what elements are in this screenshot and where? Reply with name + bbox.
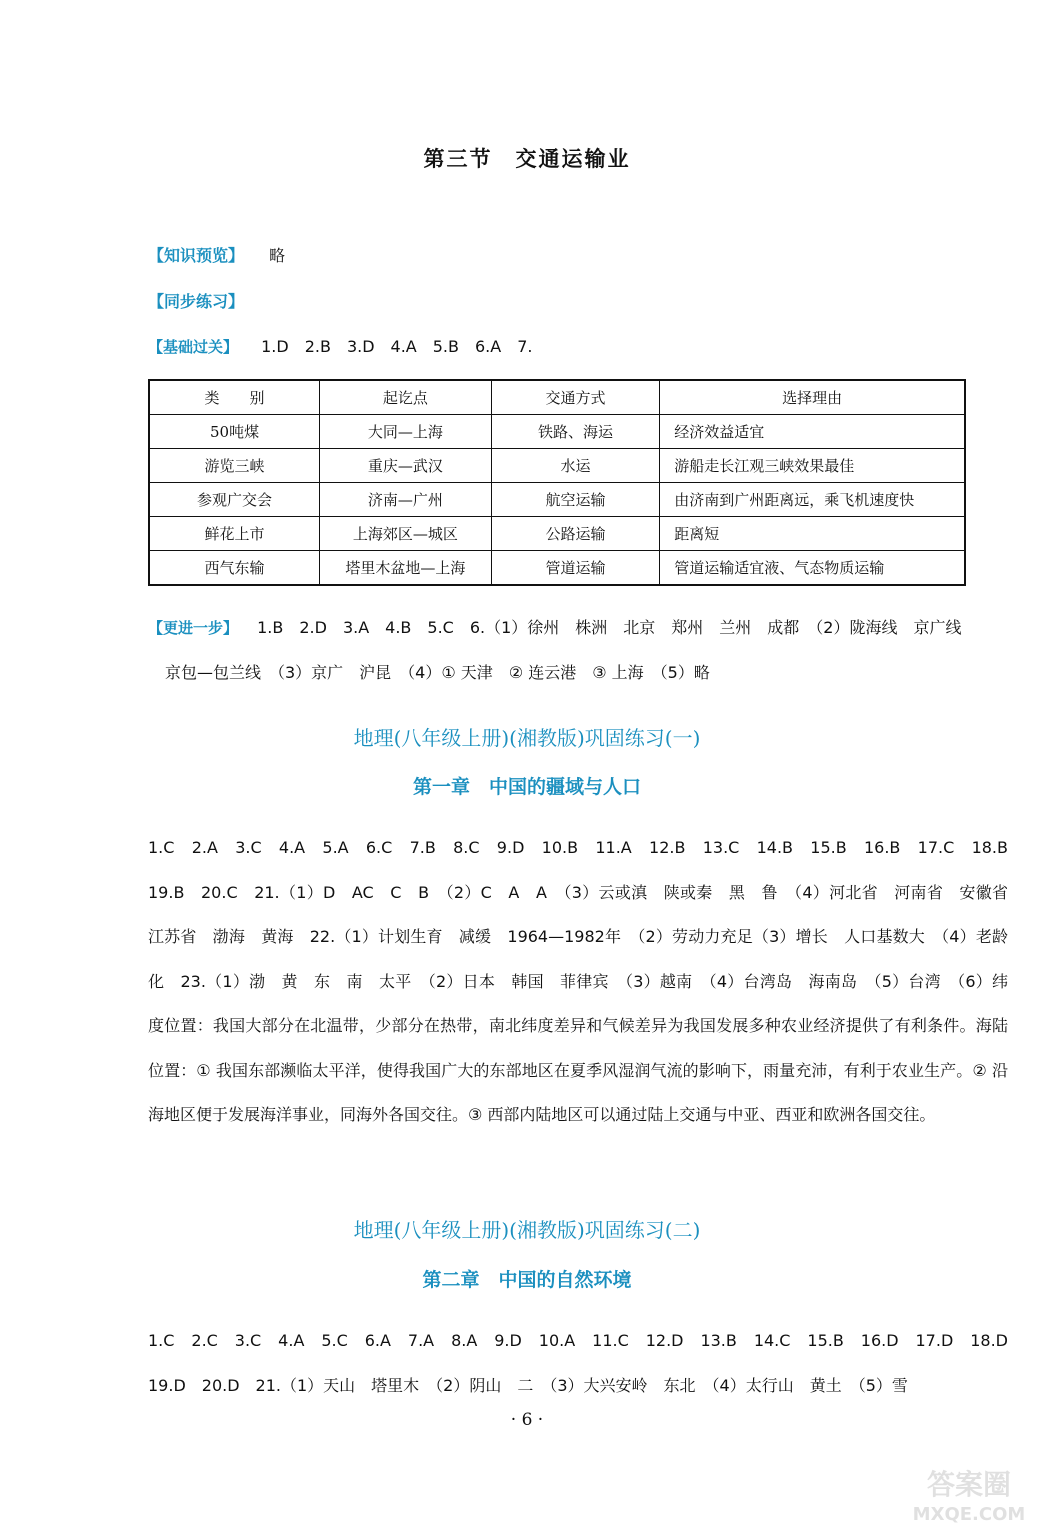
basic-tag: 【基础过关】 — [148, 338, 239, 356]
table-cell: 鲜花上市 — [149, 517, 320, 551]
section2-subtitle: 地理(八年级上册)(湘教版)巩固练习(二) — [353, 1218, 701, 1242]
transport-table — [148, 379, 966, 586]
table-row — [149, 415, 965, 449]
sync-tag: 【同步练习】 — [148, 292, 245, 311]
sync-line — [148, 289, 244, 312]
table-cell: 公路运输 — [491, 517, 660, 551]
table-cell: 由济南到广州距离远，乘飞机速度快 — [660, 483, 965, 517]
preview-text: 略 — [269, 246, 286, 265]
table-cell: 重庆—武汉 — [320, 449, 492, 483]
basic-answers: 1.D 2.B 3.D 4.A 5.B 6.A 7. — [261, 337, 533, 356]
table-cell: 上海郊区—城区 — [320, 517, 492, 551]
advance-answers-1: 1.B 2.D 3.A 4.B 5.C 6.（1）徐州 株洲 北京 郑州 兰州 成都 （2）陇海线 京广线 — [257, 618, 962, 637]
table-row — [149, 483, 965, 517]
table-cell: 塔里木盆地—上海 — [320, 551, 492, 586]
table-cell: 距离短 — [660, 517, 965, 551]
table-cell: 游船走长江观三峡效果最佳 — [660, 449, 965, 483]
table-header: 类 别 — [149, 380, 320, 415]
table-cell: 管道运输 — [491, 551, 660, 586]
section1-subtitle: 地理(八年级上册)(湘教版)巩固练习(一) — [353, 726, 701, 750]
section1-chapter: 第一章 中国的疆域与人口 — [412, 776, 641, 798]
watermark-logo — [894, 1458, 1044, 1528]
table-cell: 参观广交会 — [149, 483, 320, 517]
advance-line-2 — [165, 660, 710, 683]
table-cell: 大同—上海 — [320, 415, 492, 449]
watermark-url: MXQE.COM — [912, 1504, 1026, 1525]
section1-answers: 1.C 2.A 3.C 4.A 5.A 6.C 7.B 8.C 9.D 10.B 11.A 12.B 13.C 14.B 15.B 16.B 17.C 18.B 19.B 20.C 21.（1）D AC C B （2）C A A （3）云或滇 陕或秦 黑 鲁 （4）河北省 河南省 安徽省 江苏省 渤海 黄海 22.（1）计划生育 减缓 1964—1982年 （2）劳动力充足（3）增长 人口基数大 （4）老龄化 23.（1）渤 黄 东 南 太平 （2）日本 韩国 菲律宾 （3）越南 （4）台湾岛 海南岛 （5）台湾 （6）纬度位置：我国大部分在北温带，少部分在热带，南北纬度差异和气候差异为我国发展多种农业经济提供了有利条件。海陆位置：① 我国东部濒临太平洋，使得我国广大的东部地区在夏季风湿润气流的影响下，雨量充沛，有利于农业生产。② 沿海地区便于发展海洋事业，同海外各国交往。③ 西部内陆地区可以通过陆上交通与中亚、西亚和欧洲各国交往。 — [148, 838, 1025, 1124]
table-row — [149, 449, 965, 483]
advance-answers-2: 京包—包兰线 （3）京广 沪昆 （4）① 天津 ② 连云港 ③ 上海 （5）略 — [165, 663, 710, 682]
watermark-text: 答案圈 — [926, 1468, 1012, 1501]
table-cell: 济南—广州 — [320, 483, 492, 517]
table-row — [149, 517, 965, 551]
section2-answers: 1.C 2.C 3.C 4.A 5.C 6.A 7.A 8.A 9.D 10.A 11.C 12.D 13.B 14.C 15.B 16.D 17.D 18.D 19.D 20.D 21.（1）天山 塔里木 （2）阴山 二 （3）大兴安岭 东北 （4）太行山 黄土 （5）雪 — [148, 1331, 1025, 1395]
table-cell: 经济效益适宜 — [660, 415, 965, 449]
section-title: 第三节 交通运输业 — [423, 147, 631, 171]
advance-tag: 【更进一步】 — [148, 619, 239, 637]
section2-chapter: 第二章 中国的自然环境 — [422, 1269, 632, 1291]
table-row — [149, 551, 965, 586]
table-header-row — [149, 380, 965, 415]
preview-line — [148, 243, 285, 266]
advance-line-1 — [148, 615, 961, 638]
table-cell: 50吨煤 — [149, 415, 320, 449]
table-cell: 铁路、海运 — [491, 415, 660, 449]
preview-tag: 【知识预览】 — [148, 246, 245, 265]
table-cell: 水运 — [491, 449, 660, 483]
page-number: · 6 · — [510, 1410, 544, 1430]
table-header: 交通方式 — [491, 380, 660, 415]
table-cell: 西气东输 — [149, 551, 320, 586]
table-cell: 游览三峡 — [149, 449, 320, 483]
table-header: 起讫点 — [320, 380, 492, 415]
table-cell: 航空运输 — [491, 483, 660, 517]
table-cell: 管道运输适宜液、气态物质运输 — [660, 551, 965, 586]
basic-line — [148, 334, 532, 357]
table-header: 选择理由 — [660, 380, 965, 415]
